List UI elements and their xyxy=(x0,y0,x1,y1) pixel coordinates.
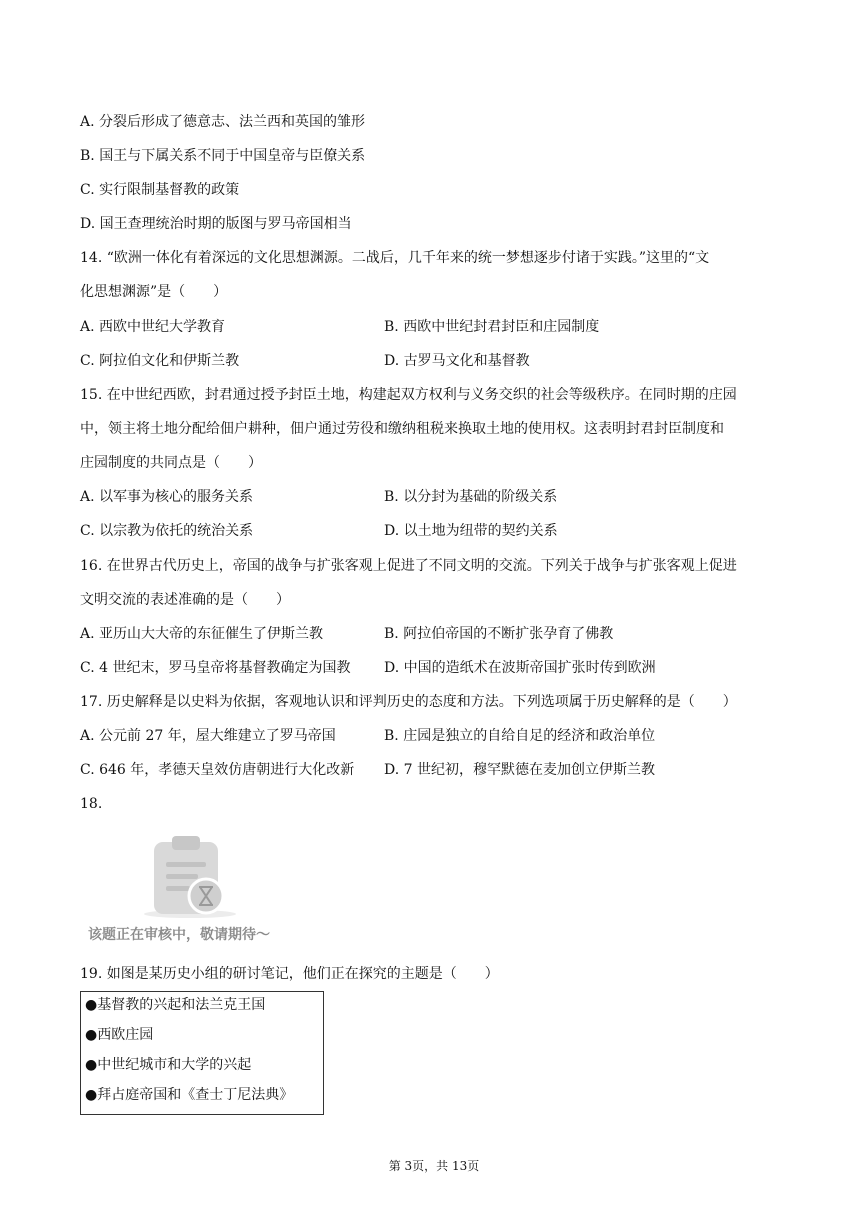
q15-stem-line3: 庄园制度的共同点是（ ） xyxy=(80,455,262,471)
q17-stem: 17. 历史解释是以史料为依据，客观地认识和评判历史的态度和方法。下列选项属于历史解释的是（ ） xyxy=(80,694,737,710)
q13-option-d: D. 国王查理统治时期的版图与罗马帝国相当 xyxy=(80,216,352,232)
q13-option-c: C. 实行限制基督教的政策 xyxy=(80,182,240,198)
q14-option-d: D. 古罗马文化和基督教 xyxy=(384,353,530,369)
q19-note-item: ●西欧庄园 xyxy=(85,1027,154,1043)
q16-option-a: A. 亚历山大大帝的东征催生了伊斯兰教 xyxy=(80,626,324,642)
q16-stem-line1: 16. 在世界古代历史上，帝国的战争与扩张客观上促进了不同文明的交流。下列关于战争与扩张客观上促进 xyxy=(80,558,737,574)
q16-option-d: D. 中国的造纸术在波斯帝国扩张时传到欧洲 xyxy=(384,660,656,676)
q15-option-b: B. 以分封为基础的阶级关系 xyxy=(384,489,558,505)
page-footer: 第 3页，共 13页 xyxy=(388,1159,480,1173)
q16-option-b: B. 阿拉伯帝国的不断扩张孕育了佛教 xyxy=(384,626,614,642)
q16-stem-line2: 文明交流的表述准确的是（ ） xyxy=(80,592,290,608)
q19-study-notes-box xyxy=(80,991,324,1115)
q17-option-b: B. 庄园是独立的自给自足的经济和政治单位 xyxy=(384,728,656,744)
q15-stem-line2: 中，领主将土地分配给佃户耕种，佃户通过劳役和缴纳租税来换取土地的使用权。这表明封君封臣制度和 xyxy=(80,421,724,437)
q18-number: 18. xyxy=(80,796,103,812)
q18-review-placeholder xyxy=(84,832,304,948)
q13-option-b: B. 国王与下属关系不同于中国皇帝与臣僚关系 xyxy=(80,148,366,164)
q17-option-d: D. 7 世纪初，穆罕默德在麦加创立伊斯兰教 xyxy=(384,762,655,778)
q16-option-c: C. 4 世纪末，罗马皇帝将基督教确定为国教 xyxy=(80,660,351,676)
q19-note-item: ●拜占庭帝国和《查士丁尼法典》 xyxy=(85,1087,294,1103)
q14-stem-line1: 14. “欧洲一体化有着深远的文化思想渊源。二战后，几千年来的统一梦想逐步付诸于实践。”这里的“文 xyxy=(80,250,710,266)
q19-note-item: ●基督教的兴起和法兰克王国 xyxy=(85,997,266,1013)
q14-option-a: A. 西欧中世纪大学教育 xyxy=(80,319,226,335)
q14-option-c: C. 阿拉伯文化和伊斯兰教 xyxy=(80,353,240,369)
q14-stem-line2: 化思想渊源”是（ ） xyxy=(80,284,228,300)
q15-option-a: A. 以军事为核心的服务关系 xyxy=(80,489,254,505)
q15-option-c: C. 以宗教为依托的统治关系 xyxy=(80,523,254,539)
q19-stem: 19. 如图是某历史小组的研讨笔记，他们正在探究的主题是（ ） xyxy=(80,966,499,982)
clipboard-hourglass-icon xyxy=(84,832,304,922)
q15-stem-line1: 15. 在中世纪西欧，封君通过授予封臣土地，构建起双方权利与义务交织的社会等级秩序。在同时期的庄园 xyxy=(80,387,737,403)
q13-option-a: A. 分裂后形成了德意志、法兰西和英国的雏形 xyxy=(80,114,366,130)
q17-option-c: C. 646 年，孝德天皇效仿唐朝进行大化改新 xyxy=(80,762,355,778)
q19-note-item: ●中世纪城市和大学的兴起 xyxy=(85,1057,252,1073)
q14-option-b: B. 西欧中世纪封君封臣和庄园制度 xyxy=(384,319,600,335)
q18-placeholder-text: 该题正在审核中，敬请期待～ xyxy=(88,927,270,943)
q15-option-d: D. 以土地为纽带的契约关系 xyxy=(384,523,558,539)
q17-option-a: A. 公元前 27 年，屋大维建立了罗马帝国 xyxy=(80,728,336,744)
